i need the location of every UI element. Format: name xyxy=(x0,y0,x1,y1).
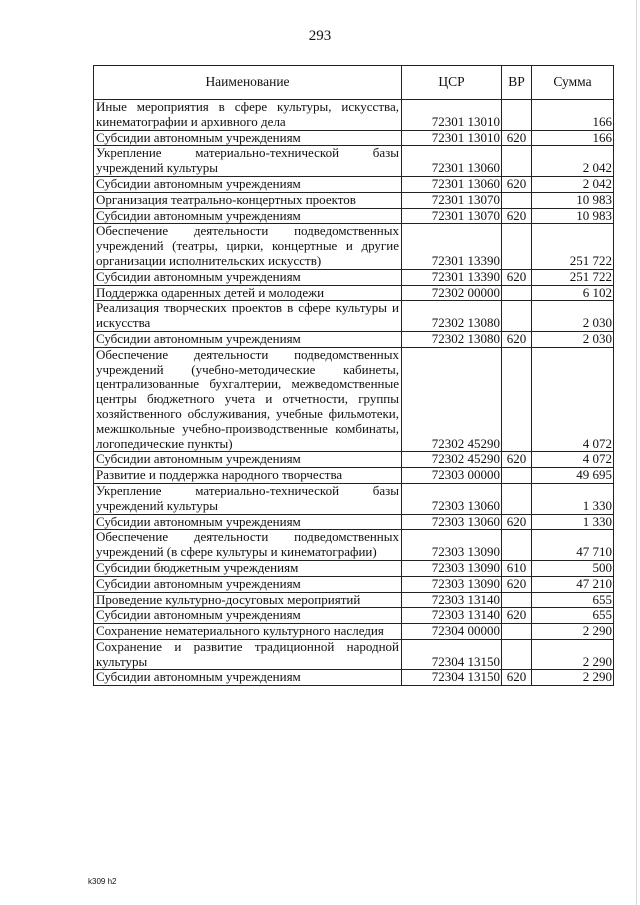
table-row xyxy=(94,514,614,530)
footer-code: k309 h2 xyxy=(88,877,117,886)
row-name: Субсидии автономным учреждениям xyxy=(94,608,402,624)
row-vr: 620 xyxy=(502,269,532,285)
row-name: Субсидии автономным учреждениям xyxy=(94,269,402,285)
row-vr xyxy=(502,347,532,452)
table-row xyxy=(94,130,614,146)
row-vr xyxy=(502,146,532,177)
table-row xyxy=(94,176,614,192)
row-name: Организация театрально-концертных проектов xyxy=(94,192,402,208)
row-name: Иные мероприятия в сфере культуры, искусства, кинематографии и архивного дела xyxy=(94,100,402,131)
row-name: Субсидии автономным учреждениям xyxy=(94,331,402,347)
row-sum: 251 722 xyxy=(532,269,614,285)
table-row xyxy=(94,224,614,269)
row-vr xyxy=(502,530,532,561)
row-csr: 72303 13060 xyxy=(402,514,502,530)
row-csr: 72303 13060 xyxy=(402,483,502,514)
row-sum: 49 695 xyxy=(532,468,614,484)
row-sum: 1 330 xyxy=(532,483,614,514)
row-csr: 72301 13390 xyxy=(402,269,502,285)
row-vr xyxy=(502,468,532,484)
row-csr: 72302 13080 xyxy=(402,331,502,347)
row-csr: 72301 13010 xyxy=(402,130,502,146)
row-sum: 47 710 xyxy=(532,530,614,561)
row-vr: 620 xyxy=(502,176,532,192)
table-row xyxy=(94,560,614,576)
row-name: Субсидии автономным учреждениям xyxy=(94,208,402,224)
row-csr: 72303 13090 xyxy=(402,560,502,576)
table-row xyxy=(94,301,614,332)
row-csr: 72302 13080 xyxy=(402,301,502,332)
row-name: Субсидии автономным учреждениям xyxy=(94,514,402,530)
row-vr: 620 xyxy=(502,452,532,468)
row-name: Развитие и поддержка народного творчества xyxy=(94,468,402,484)
row-csr: 72301 13060 xyxy=(402,146,502,177)
row-name: Обеспечение деятельности подведомственных учреждений (учебно-методические кабинеты, централизованные бухгалтерии, межведомственные центры бюджетного учета и отчетности, группы хозяйственного обслуживания, учебные фильмотеки, межшкольные учебно-производственные комбинаты, логопедические пункты) xyxy=(94,347,402,452)
table-row xyxy=(94,624,614,640)
row-sum: 2 030 xyxy=(532,331,614,347)
table-row xyxy=(94,608,614,624)
row-sum: 1 330 xyxy=(532,514,614,530)
row-csr: 72301 13390 xyxy=(402,224,502,269)
row-vr xyxy=(502,639,532,670)
row-name: Реализация творческих проектов в сфере культуры и искусства xyxy=(94,301,402,332)
table-row xyxy=(94,592,614,608)
header-name: Наименование xyxy=(94,66,402,100)
table-row xyxy=(94,100,614,131)
row-sum: 2 042 xyxy=(532,176,614,192)
row-csr: 72302 00000 xyxy=(402,285,502,301)
row-name: Укрепление материально-технической базы учреждений культуры xyxy=(94,483,402,514)
row-name: Субсидии автономным учреждениям xyxy=(94,670,402,686)
row-csr: 72304 13150 xyxy=(402,639,502,670)
row-csr: 72301 13070 xyxy=(402,208,502,224)
header-sum: Сумма xyxy=(532,66,614,100)
row-vr xyxy=(502,592,532,608)
table-row xyxy=(94,670,614,686)
row-vr: 620 xyxy=(502,514,532,530)
row-name: Субсидии автономным учреждениям xyxy=(94,130,402,146)
row-csr: 72303 13140 xyxy=(402,608,502,624)
row-name: Обеспечение деятельности подведомственных учреждений (в сфере культуры и кинематографии) xyxy=(94,530,402,561)
row-csr: 72302 45290 xyxy=(402,452,502,468)
row-sum: 2 290 xyxy=(532,624,614,640)
row-vr xyxy=(502,192,532,208)
row-vr: 620 xyxy=(502,576,532,592)
row-vr: 610 xyxy=(502,560,532,576)
table-row xyxy=(94,452,614,468)
row-csr: 72304 13150 xyxy=(402,670,502,686)
table-row xyxy=(94,576,614,592)
row-name: Субсидии автономным учреждениям xyxy=(94,576,402,592)
row-vr xyxy=(502,224,532,269)
scan-edge-line xyxy=(636,0,637,905)
row-sum: 4 072 xyxy=(532,452,614,468)
row-name: Сохранение нематериального культурного наследия xyxy=(94,624,402,640)
row-csr: 72301 13070 xyxy=(402,192,502,208)
row-vr: 620 xyxy=(502,130,532,146)
row-csr: 72301 13060 xyxy=(402,176,502,192)
row-sum: 655 xyxy=(532,608,614,624)
row-sum: 6 102 xyxy=(532,285,614,301)
row-sum: 10 983 xyxy=(532,192,614,208)
table-row xyxy=(94,468,614,484)
row-sum: 2 290 xyxy=(532,639,614,670)
page-number: 293 xyxy=(308,28,332,44)
row-vr: 620 xyxy=(502,331,532,347)
table-row xyxy=(94,192,614,208)
row-sum: 2 290 xyxy=(532,670,614,686)
row-sum: 2 030 xyxy=(532,301,614,332)
row-vr xyxy=(502,301,532,332)
row-vr xyxy=(502,285,532,301)
row-sum: 251 722 xyxy=(532,224,614,269)
row-sum: 2 042 xyxy=(532,146,614,177)
row-vr xyxy=(502,624,532,640)
row-vr: 620 xyxy=(502,608,532,624)
row-vr xyxy=(502,483,532,514)
row-name: Субсидии автономным учреждениям xyxy=(94,452,402,468)
table-row xyxy=(94,331,614,347)
table-header-row xyxy=(94,66,614,100)
row-csr: 72304 00000 xyxy=(402,624,502,640)
row-sum: 10 983 xyxy=(532,208,614,224)
table-row xyxy=(94,269,614,285)
table-row xyxy=(94,483,614,514)
row-sum: 47 210 xyxy=(532,576,614,592)
row-name: Субсидии бюджетным учреждениям xyxy=(94,560,402,576)
row-name: Проведение культурно-досуговых мероприятий xyxy=(94,592,402,608)
table-row xyxy=(94,146,614,177)
row-vr: 620 xyxy=(502,208,532,224)
row-sum: 166 xyxy=(532,130,614,146)
table-row xyxy=(94,347,614,452)
table-row xyxy=(94,285,614,301)
row-vr: 620 xyxy=(502,670,532,686)
row-csr: 72303 13140 xyxy=(402,592,502,608)
budget-table xyxy=(93,65,614,686)
row-csr: 72303 13090 xyxy=(402,530,502,561)
table-row xyxy=(94,639,614,670)
table-row xyxy=(94,208,614,224)
row-sum: 500 xyxy=(532,560,614,576)
row-name: Субсидии автономным учреждениям xyxy=(94,176,402,192)
row-csr: 72303 00000 xyxy=(402,468,502,484)
table-body xyxy=(94,100,614,686)
row-sum: 166 xyxy=(532,100,614,131)
row-csr: 72301 13010 xyxy=(402,100,502,131)
row-csr: 72303 13090 xyxy=(402,576,502,592)
row-vr xyxy=(502,100,532,131)
header-csr: ЦСР xyxy=(402,66,502,100)
header-vr: ВР xyxy=(502,66,532,100)
row-name: Поддержка одаренных детей и молодежи xyxy=(94,285,402,301)
row-csr: 72302 45290 xyxy=(402,347,502,452)
table-row xyxy=(94,530,614,561)
row-name: Обеспечение деятельности подведомственных учреждений (театры, цирки, концертные и другие организации исполнительских искусств) xyxy=(94,224,402,269)
row-name: Сохранение и развитие традиционной народной культуры xyxy=(94,639,402,670)
row-sum: 655 xyxy=(532,592,614,608)
row-sum: 4 072 xyxy=(532,347,614,452)
row-name: Укрепление материально-технической базы учреждений культуры xyxy=(94,146,402,177)
